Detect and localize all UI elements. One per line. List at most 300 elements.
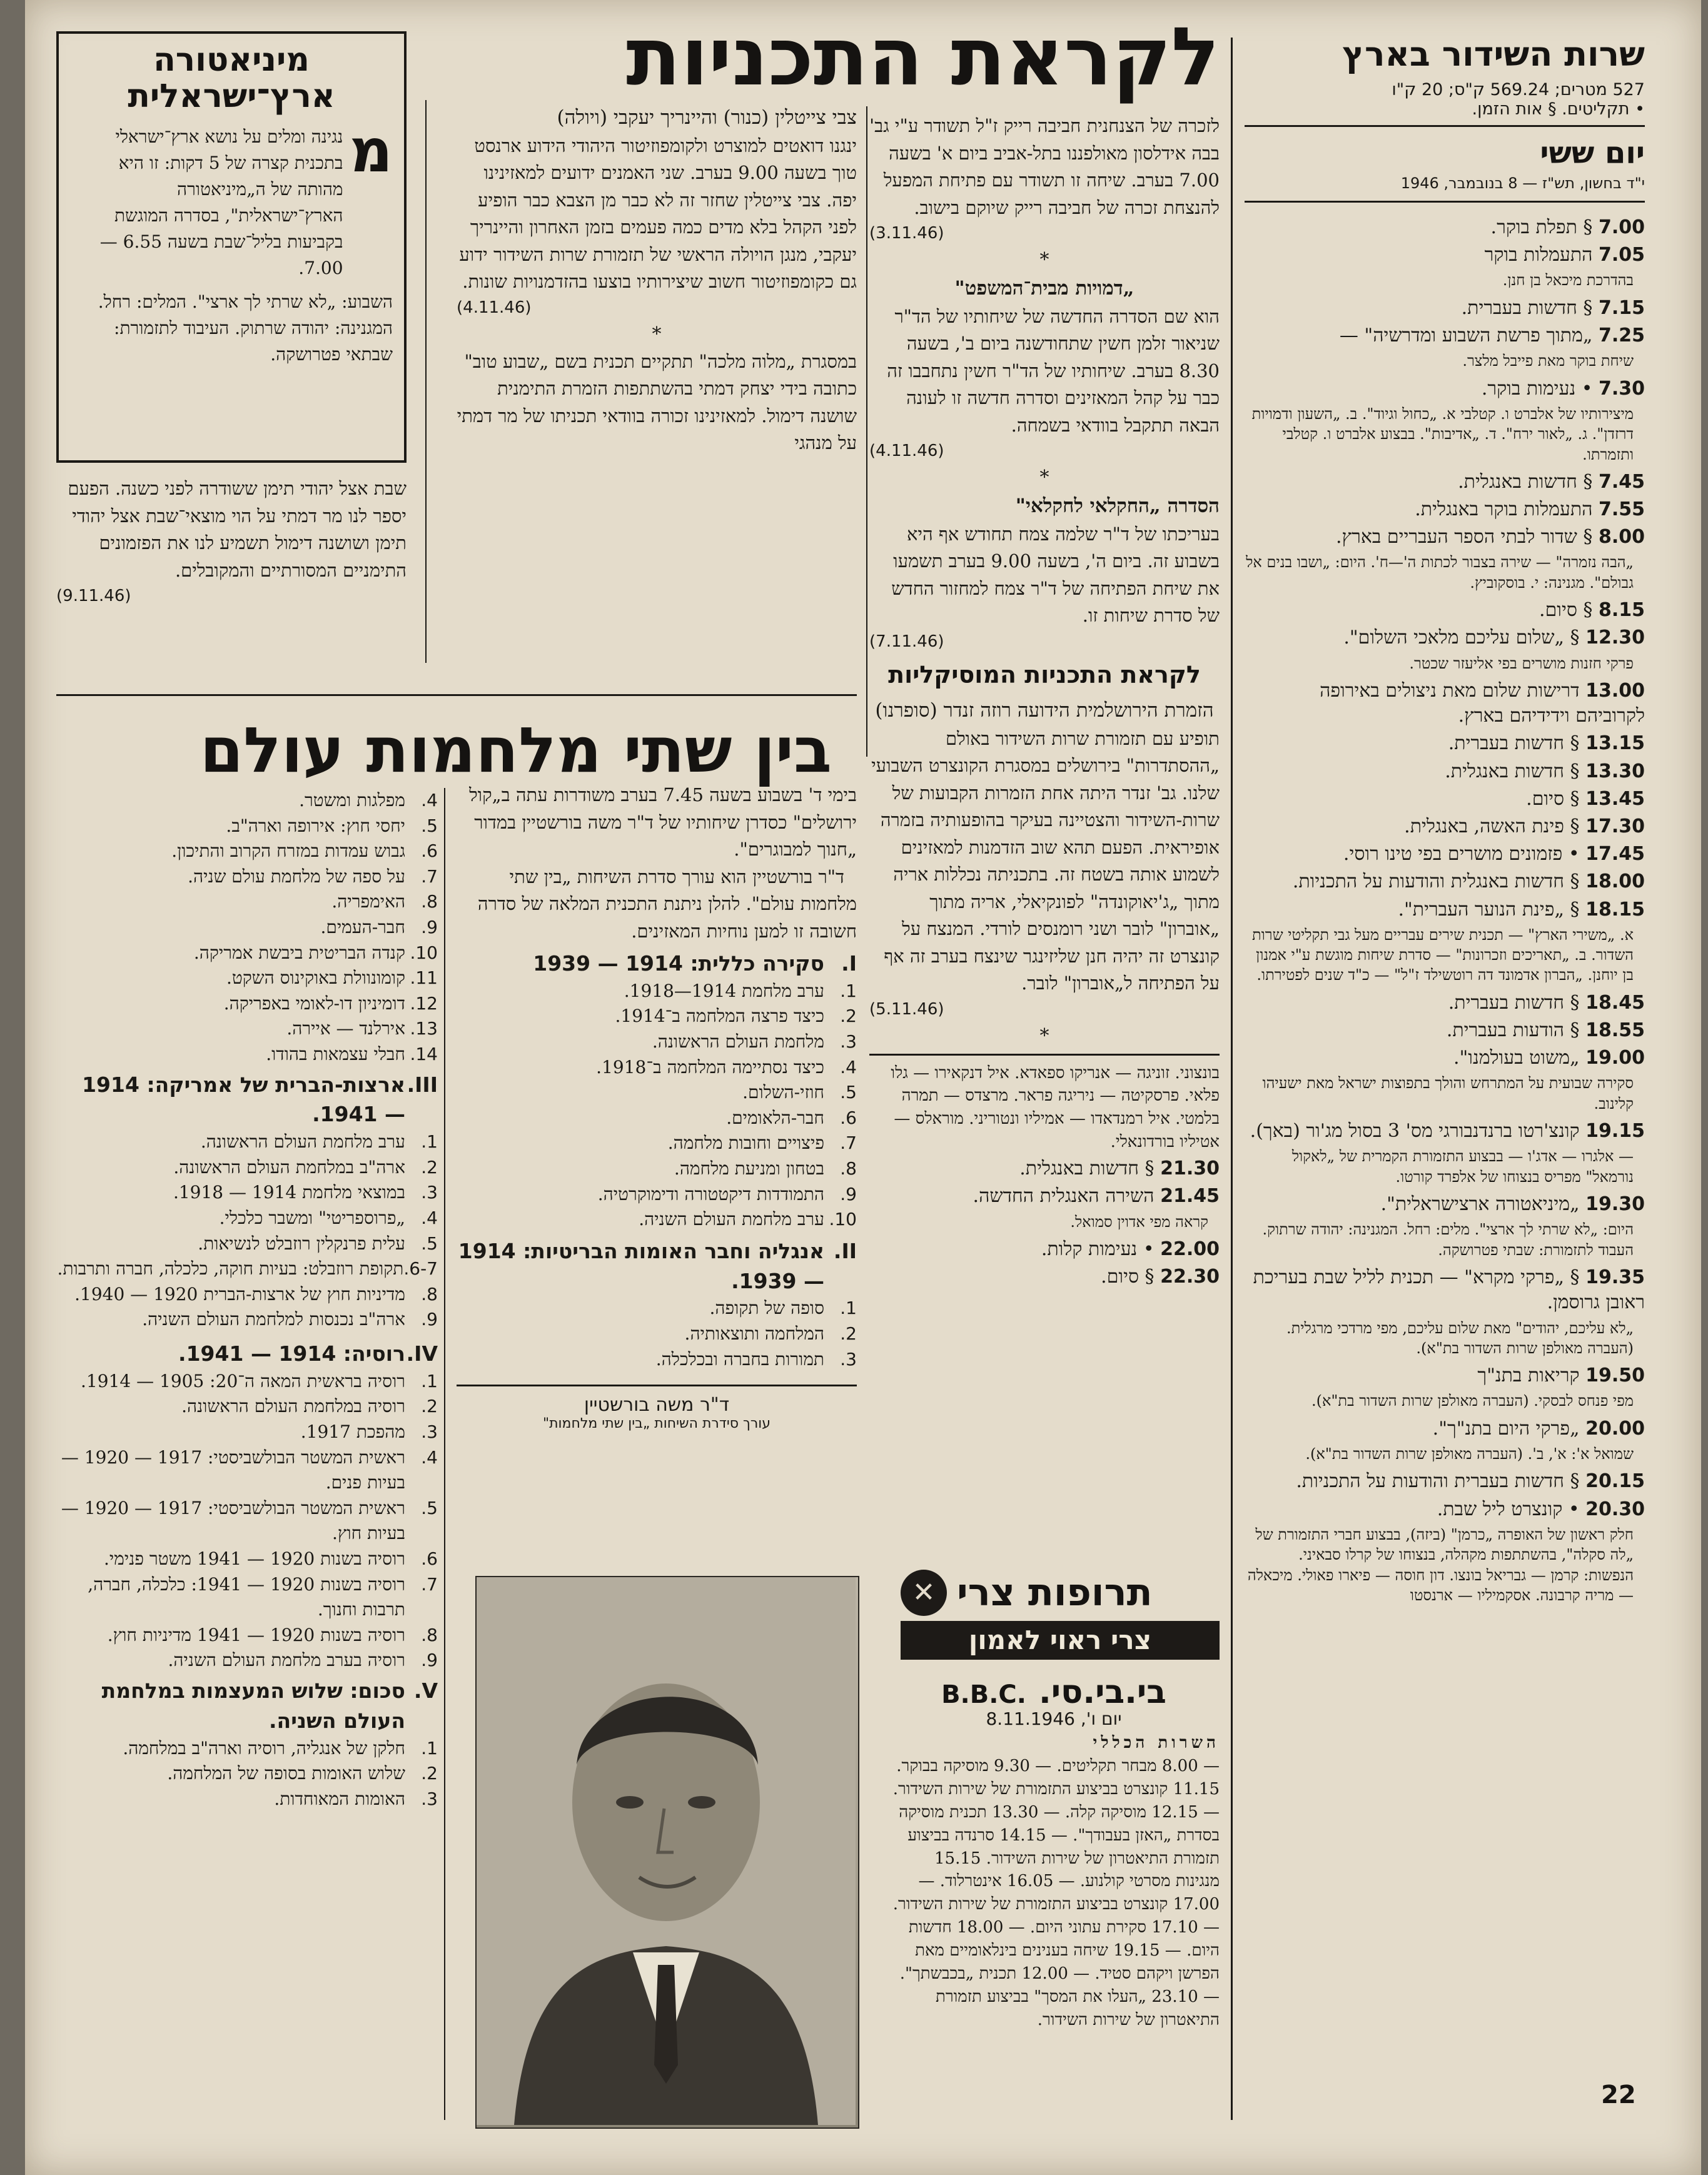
topic-text: דומיניון דו-לאומי באפריקה. bbox=[223, 992, 405, 1014]
topic-text: חוזי-השלום. bbox=[742, 1082, 824, 1103]
section-heading bbox=[56, 1339, 438, 1369]
section-heading bbox=[457, 949, 857, 979]
topic-number: 9. bbox=[421, 1650, 438, 1671]
photo-caption-name: ד"ר משה בורשטיין bbox=[584, 1394, 730, 1416]
section-britain bbox=[457, 1236, 857, 1372]
column-rule bbox=[444, 788, 445, 2120]
topic-number: 3. bbox=[421, 1421, 438, 1442]
bbc-title: בי.בי.סי. bbox=[1038, 1673, 1166, 1711]
schedule-title: § סיום. bbox=[1539, 599, 1599, 622]
programs-column-2 bbox=[457, 103, 857, 457]
article-zander-lead: הזמרת הירושלמית הידועה רוזה זנדר (סופרנו) bbox=[875, 699, 1214, 722]
topic-number: 2. bbox=[421, 1396, 438, 1417]
schedule-item bbox=[1245, 731, 1645, 756]
date-stamp: (5.11.46) bbox=[869, 999, 944, 1019]
schedule-item bbox=[1245, 215, 1645, 240]
schedule-description: — אלגרו — אדג'ו — בבצוע התזמורת הקמרית של „לאקול נורמאל" מפריס בנצוחו של אלפרד קורטו. bbox=[1291, 1148, 1634, 1186]
ad-title: תרופות צרי bbox=[957, 1571, 1153, 1615]
schedule-description: חלק ראשון של האופרה „כרמן" (ביזה), בבצוע חברי התזמורת של „לה סקלה", בהשתתפות מקהלה, בנצוחו של קרלו סבאיני. הנפשות: קרמן — גבריאל בונצו. דון חוסה — פיארו פאולי. מיכאלה — מריה קרבונה. אסקמיליו — ארנסטו bbox=[1247, 1525, 1634, 1604]
schedule-title: התעמלות בוקר bbox=[1484, 244, 1599, 266]
topic-number: 13. bbox=[410, 1018, 438, 1039]
schedule-time: 20.30 bbox=[1585, 1498, 1645, 1520]
schedule-description: מפי פנחס לבסקי. (העברה מאולפן שרות השדור בת"א). bbox=[1311, 1392, 1634, 1410]
magazine-page bbox=[25, 0, 1701, 2175]
topic-text: המלחמה ותוצאותיה. bbox=[684, 1323, 824, 1345]
schedule-time: 7.00 bbox=[1598, 216, 1645, 238]
schedule-title: התעמלות בוקר באנגלית. bbox=[1415, 498, 1599, 521]
schedule-item bbox=[869, 1184, 1220, 1209]
topic-text: כיצד נסתיימה המלחמה ב־1918. bbox=[596, 1056, 824, 1077]
schedule-time: 21.30 bbox=[1160, 1158, 1220, 1180]
schedule-item bbox=[1245, 1192, 1645, 1217]
schedule-time: 20.00 bbox=[1585, 1417, 1645, 1440]
schedule-item bbox=[1245, 323, 1645, 348]
topic-text: התמודדות דיקטטורה ודימוקרטיה. bbox=[597, 1183, 824, 1204]
topic-number: 1. bbox=[840, 1298, 857, 1319]
schedule-item bbox=[869, 1156, 1220, 1181]
schedule-title: • קונצרט ליל שבת. bbox=[1437, 1498, 1586, 1520]
schedule-title: השירה האנגלית החדשה. bbox=[973, 1185, 1161, 1208]
schedule-title: • פזמונים מושרים בפי טינו רוסי. bbox=[1343, 843, 1586, 865]
topic-item bbox=[457, 1004, 857, 1029]
topic-number: 6. bbox=[840, 1107, 857, 1128]
topic-number: 6. bbox=[421, 1548, 438, 1569]
schedule-description: „הבה נזמרה" — שירה בצבור לכתות ה'—ח'. היום: „ושבו בנים אל גבולם". מגנינה: י. בוסקוביץ. bbox=[1246, 553, 1634, 592]
topic-text: ארה"ב נכנסות למלחמת העולם השניה. bbox=[142, 1309, 405, 1330]
topic-item bbox=[457, 1029, 857, 1055]
schedule-description: א. „משירי הארץ" — תכנית שירים עבריים מעל גבי תקליטי שרות השדור. ב. „תאריכים וזכרונות" — סדרת שיחות מוגשת ע"י אמנון בן יוחנן. „הברון אדמונד דה רוטשילד ז"ל" — כ"ד שנים לפטירתו. bbox=[1252, 926, 1634, 984]
schedule-description: בהדרכת מיכאל בן חנן. bbox=[1502, 271, 1634, 290]
topic-text: מפלגות ומשטר. bbox=[299, 790, 405, 810]
topic-number: 2. bbox=[421, 1763, 438, 1784]
carmen-cast-continued: בונצוני. זוניגה — אנריקו ספאדא. איל דנקאירו — גלו פלאי. פרסקיטה — ניריגה פראר. מרצדס — תמרה בלמטי. איל רמנדאדו — אמיליו ונטוריני. מוראלס — אטיליו בורדונאלי. bbox=[891, 1063, 1220, 1152]
topic-text: גבוש עמדות במזרח הקרוב והתיכון. bbox=[171, 840, 405, 862]
topic-text: מלחמת העולם הראשונה. bbox=[652, 1031, 824, 1052]
article-zeitlin-lead: צבי צייטלין (כנור) והיינריך יעקבי (ויולה) bbox=[557, 106, 857, 129]
schedule-time: 18.15 bbox=[1585, 898, 1645, 921]
bbc-section bbox=[888, 1673, 1220, 2032]
schedule-item bbox=[1245, 1265, 1645, 1315]
bbc-service: השרות הכללי bbox=[1093, 1733, 1220, 1752]
topic-text: האימפריה. bbox=[331, 891, 405, 912]
topic-text: במוצאי מלחמת 1914 — 1918. bbox=[173, 1182, 405, 1203]
topic-number: 9. bbox=[421, 1309, 438, 1330]
topic-number: 4. bbox=[421, 1208, 438, 1228]
topic-number: 10. bbox=[410, 942, 438, 963]
series-topics-column bbox=[56, 788, 438, 1812]
section-title: סכום: שלוש המעצמות במלחמת העולם השניה. bbox=[101, 1678, 405, 1733]
section-title: סקירה כללית: 1914 — 1939 bbox=[533, 951, 824, 976]
schedule-time: 21.45 bbox=[1160, 1185, 1220, 1208]
section-general-survey bbox=[457, 949, 857, 1233]
topic-item bbox=[56, 915, 438, 941]
topic-number: 1. bbox=[421, 1370, 438, 1391]
date-stamp: (7.11.46) bbox=[869, 632, 944, 651]
topic-text: פיצויים וחובות מלחמה. bbox=[667, 1133, 824, 1154]
headline-between-world-wars: בין שתי מלחמות עולם bbox=[200, 714, 832, 787]
bbc-date: יום ו', 8.11.1946 bbox=[986, 1708, 1122, 1729]
topic-item bbox=[457, 1106, 857, 1131]
schedule-title: דרישות שלום מאת ניצולים באירופה לקרוביהם וידידיהם בארץ. bbox=[1320, 680, 1645, 727]
schedule-item bbox=[1245, 598, 1645, 623]
schedule-title: „משוט בעולמנו". bbox=[1453, 1047, 1586, 1069]
miniature-title-1: מיניאטורה bbox=[153, 41, 310, 79]
topic-number: 4. bbox=[840, 1056, 857, 1077]
topic-item bbox=[56, 1129, 438, 1155]
schedule-time: 13.15 bbox=[1585, 732, 1645, 755]
topic-text: האומות המאוחדות. bbox=[274, 1788, 405, 1809]
schedule-title: „פרקי היום בתנ"ך". bbox=[1432, 1417, 1586, 1440]
schedule-title: § „פינת הנוער העברית". bbox=[1398, 898, 1586, 921]
schedule-time: 12.30 bbox=[1585, 627, 1645, 649]
schedule-time: 8.00 bbox=[1598, 526, 1645, 548]
section-number: II. bbox=[833, 1238, 857, 1263]
topic-item bbox=[56, 1420, 438, 1445]
schedule-description: סקירה שבועית על המתרחש והולך בתפוצות ישראל מאת ישעיהו קלינוב. bbox=[1262, 1074, 1634, 1113]
schedule-title: § שדור לבתי הספר העבריים בארץ. bbox=[1335, 526, 1599, 548]
article-farmer: בעריכתו של ד"ר שלמה צמח תחודש אף היא בשבוע זה. ביום ה', בשעה 9.00 בערב תשמעו את שיחת הפתיחה של ד"ר צמח למחזור החדש של סדרת שיחות זו. bbox=[891, 523, 1220, 626]
schedule-header-title: שרות השידור בארץ bbox=[1342, 34, 1645, 74]
schedule-time: 17.30 bbox=[1585, 815, 1645, 837]
schedule-item bbox=[1245, 869, 1645, 894]
schedule-item bbox=[1245, 470, 1645, 495]
subhead-court-figures: „דמויות מבית־המשפט" bbox=[954, 277, 1134, 300]
article-melave-malka: במסגרת „מלוה מלכה" תתקיים תכנית בשם „שבוע טוב" כתובה בידי יצחק דמתי בהשתתפות הזמרת התימנית שושנה דימול. למאזינינו זכורה בוודאי תכניתו של מר דמתי על מנהגי bbox=[457, 350, 857, 453]
article-zeitlin: ינגנו דואטים למוצרט ולקומפוזיטור היהודי הידוע ארנסט טוך בשעה 9.00 בערב. שני האמנים ידועים למאזינינו יפה. צבי צייטלין שחזר זה לא כבר מן הצבא כבר הופיע לפני הקהל בלא מדים כמה פעמים בזמן האחרון והיינריך יעקבי, מנגן הויולה הראשי של תזמורת שרות השידור ידוע גם כקומפוזיטור חשוב שיצירותיו בוצעו בהזדמנויות שונות. bbox=[459, 134, 857, 292]
star-separator: * bbox=[1039, 467, 1049, 488]
topic-text: על ספה של מלחמת עולם שניה. bbox=[188, 865, 405, 887]
topic-text: כיצד פרצה המלחמה ב־1914. bbox=[615, 1006, 824, 1027]
topic-text: ראשית המשטר הבולשביסטי: 1917 — 1920 — בעיות פנים. bbox=[61, 1446, 405, 1493]
topic-text: חבר-העמים. bbox=[320, 916, 405, 937]
portrait-figure bbox=[477, 1577, 856, 2125]
topic-item bbox=[56, 1282, 438, 1308]
schedule-title: § „שלום עליכם מלאכי השלום". bbox=[1343, 627, 1586, 649]
schedule-list bbox=[1245, 215, 1645, 1605]
topic-item bbox=[56, 1206, 438, 1231]
schedule-time: 18.55 bbox=[1585, 1019, 1645, 1042]
topic-item bbox=[56, 889, 438, 915]
section-number: I. bbox=[841, 951, 857, 976]
topic-text: קנדה הבריטית ביבשת אמריקה. bbox=[193, 942, 405, 963]
topic-text: שלוש האומות בסופה של המלחמה. bbox=[167, 1763, 405, 1784]
programs-column-3 bbox=[869, 113, 1220, 1292]
schedule-header-line2: • תקליטים. § אות הזמן. bbox=[1472, 99, 1645, 119]
topic-number: 7. bbox=[840, 1133, 857, 1154]
topic-text: ארה"ב במלחמת העולם הראשונה. bbox=[173, 1156, 405, 1178]
schedule-time: 22.30 bbox=[1160, 1266, 1220, 1288]
topic-item bbox=[56, 1369, 438, 1395]
miniature-text: נגינה ומלים על נושא ארץ־ישראלי בתכנית קצרה של 5 דקות: זו היא מהותה של ה„מיניאטורה הארץ־ישראלית", בסדרה המוגשת בקביעות בליל־שבת בשעה 6.55 — 7.00. bbox=[99, 126, 343, 278]
date-stamp: (3.11.46) bbox=[869, 224, 944, 243]
topic-item bbox=[457, 1321, 857, 1347]
schedule-title: § חדשות באנגלית. bbox=[1458, 470, 1599, 493]
article-court-figures: הוא שם הסדרה החדשה של שיחותיו של הד"ר שניאור זלמן חשין שתחודשנה ביום ב', בשעה 8.30 בערב. שיחותיו של הד"ר חשין נתחבבו זה כבר על קהל המאזינים וסדרה חדשה זו לעונה הבאה תתקבל בוודאי בשמחה. bbox=[887, 305, 1220, 436]
topic-text: ראשית המשטר הבולשביסטי: 1917 — 1920 — בעיות חוץ. bbox=[61, 1497, 405, 1544]
topic-item bbox=[56, 839, 438, 864]
schedule-header-line1: 527 מטרים; 569.24 ק"ס; 20 ק"ו bbox=[1392, 80, 1645, 99]
schedule-time: 7.05 bbox=[1598, 244, 1645, 266]
schedule-item bbox=[1245, 296, 1645, 321]
miniature-title-2: ארץ־ישראלית bbox=[128, 78, 335, 115]
topic-number: 5. bbox=[421, 1233, 438, 1254]
miniature-text-2: השבוע: „לא שרתי לך ארצי". המלים: רחל. המגנינה: יהודה שרתוק. העיבוד לתזמורת: שבתאי פטרושקה. bbox=[98, 291, 393, 365]
schedule-item bbox=[1245, 991, 1645, 1016]
star-separator: * bbox=[1039, 249, 1049, 271]
section-usa bbox=[56, 1070, 438, 1333]
page-number: 22 bbox=[1601, 2081, 1636, 2109]
topic-number: 7. bbox=[421, 865, 438, 887]
series-intro: בימי ד' בשבוע בשעה 7.45 בערב משודרות עתה ב„קול ירושלים" כסדרן שיחותיו של ד"ר משה בורשטיין במדור „חנוך למבוגרים". bbox=[469, 784, 857, 860]
topic-item bbox=[56, 1648, 438, 1673]
section-number: IV. bbox=[406, 1341, 438, 1366]
topic-item bbox=[56, 1445, 438, 1496]
schedule-time: 19.35 bbox=[1585, 1266, 1645, 1289]
schedule-column bbox=[1245, 34, 1645, 1610]
topic-item bbox=[56, 1787, 438, 1812]
schedule-description: שיחת בוקר מאת פייבל מלצר. bbox=[1462, 352, 1634, 370]
divider bbox=[1245, 125, 1645, 127]
schedule-title: § חדשות בעברית והודעות על התכניות. bbox=[1296, 1470, 1586, 1493]
schedule-description: היום: „לא שרתי לך ארצי". מלים: רחל. המגנינה: יהודה שרתוק. העבוד לתזמורת: שבתי פטרושקה. bbox=[1262, 1221, 1634, 1259]
schedule-item bbox=[1245, 679, 1645, 729]
advertisement-tsori bbox=[901, 1570, 1220, 1660]
series-intro-2: ד"ר בורשטיין הוא עורך סדרת השיחות „בין שתי מלחמות עולם". להלן ניתנת התכנית המלאה של סדרה חשובה זו למען נוחיות המאזינים. bbox=[477, 865, 857, 942]
topic-item bbox=[457, 979, 857, 1004]
topic-item bbox=[457, 1080, 857, 1106]
column-rule bbox=[1231, 38, 1233, 2120]
topic-item bbox=[457, 1207, 857, 1233]
schedule-item bbox=[1245, 897, 1645, 922]
topic-number: 1. bbox=[421, 1131, 438, 1153]
schedule-time: 19.00 bbox=[1585, 1047, 1645, 1069]
schedule-item bbox=[1245, 1416, 1645, 1441]
topic-item bbox=[56, 1231, 438, 1257]
topic-item bbox=[457, 1347, 857, 1373]
topic-number: 5. bbox=[421, 1497, 438, 1518]
topic-number: 8. bbox=[421, 1624, 438, 1645]
schedule-title: § הודעות בעברית. bbox=[1446, 1019, 1586, 1042]
topic-number: 5. bbox=[840, 1082, 857, 1103]
schedule-item bbox=[1245, 243, 1645, 268]
topic-item bbox=[457, 1296, 857, 1321]
topic-number: 7. bbox=[421, 1573, 438, 1595]
schedule-time: 7.30 bbox=[1598, 377, 1645, 400]
drop-cap: מ bbox=[349, 116, 393, 186]
topic-number: 12. bbox=[410, 992, 438, 1014]
topic-number: 1. bbox=[840, 980, 857, 1001]
schedule-title: „מתוך פרשת השבוע ומדרשיה" — bbox=[1339, 324, 1599, 346]
topic-text: אירלנד — איירה. bbox=[286, 1018, 405, 1039]
schedule-time: 7.25 bbox=[1598, 324, 1645, 346]
section-title: ארצות-הברית של אמריקה: 1914 — 1941. bbox=[82, 1072, 405, 1127]
section-title: אנגליה וחבר האומות הבריטיות: 1914 — 1939. bbox=[458, 1238, 824, 1293]
topic-item bbox=[457, 1182, 857, 1208]
topic-number: 8. bbox=[421, 891, 438, 912]
column-rule bbox=[866, 106, 867, 757]
star-separator: * bbox=[1039, 1024, 1049, 1047]
schedule-time: 19.15 bbox=[1585, 1120, 1645, 1143]
topic-item bbox=[56, 1307, 438, 1333]
column-rule bbox=[425, 100, 427, 663]
schedule-title: § סיום. bbox=[1101, 1266, 1161, 1288]
schedule-description: „לא עליכם, יהודים" מאת שלום עליכם, מפי מרדכי מרגלית. (העברה מאולפן שרות השדור בת"א). bbox=[1286, 1319, 1634, 1357]
topic-number: 5. bbox=[421, 815, 438, 836]
schedule-title: § חדשות באנגלית. bbox=[1445, 760, 1586, 782]
ad-logo-icon: ✕ bbox=[901, 1570, 947, 1616]
topic-number: 11. bbox=[410, 967, 438, 989]
topic-text: רוסיה בערב מלחמת העולם השניה. bbox=[168, 1650, 405, 1671]
topic-text: מדיניות חוץ של ארצות-הברית 1920 — 1940. bbox=[74, 1283, 405, 1304]
topic-item bbox=[56, 1623, 438, 1648]
subhead-farmer: הסדרה „החקלאי לחקלאי" bbox=[1015, 495, 1220, 517]
schedule-time: 19.50 bbox=[1585, 1365, 1645, 1387]
section-summary bbox=[56, 1676, 438, 1812]
topic-text: חלקן של אנגליה, רוסיה וארה"ב במלחמה. bbox=[123, 1737, 405, 1759]
topic-text: רוסיה בשנות 1920 — 1941 משטר פנימי. bbox=[104, 1548, 405, 1569]
topic-number: 8. bbox=[840, 1158, 857, 1179]
schedule-item bbox=[1245, 759, 1645, 784]
topic-item bbox=[56, 1042, 438, 1067]
schedule-description: מיצירותיו של אלברט ו. קטלבי א. „כחול וגיוד". ב. „השעון ודמויות דרזדן". ג. „לאור ירח". ד. „אדיבות". בבצוע אלברט ו. קטלבי ותזמרתו. bbox=[1251, 405, 1634, 463]
schedule-item bbox=[1245, 787, 1645, 812]
topic-text: חבר-הלאומים. bbox=[726, 1107, 824, 1128]
schedule-time: 13.30 bbox=[1585, 760, 1645, 782]
topic-text: מהפכת 1917. bbox=[300, 1421, 405, 1442]
topic-item bbox=[457, 1156, 857, 1182]
schedule-list-continued bbox=[869, 1156, 1220, 1289]
date-stamp: (4.11.46) bbox=[457, 298, 532, 317]
britain-topics-continued bbox=[56, 788, 438, 1067]
topic-item bbox=[56, 814, 438, 839]
star-separator: * bbox=[652, 323, 662, 345]
section-number: III. bbox=[407, 1072, 438, 1097]
topic-number: 1. bbox=[421, 1737, 438, 1759]
section-rule bbox=[56, 694, 857, 696]
topic-number: 10. bbox=[829, 1209, 857, 1230]
topic-text: רוסיה בראשית המאה ה־20: 1905 — 1914. bbox=[81, 1370, 405, 1391]
schedule-time: 13.45 bbox=[1585, 787, 1645, 810]
schedule-time: 7.45 bbox=[1598, 470, 1645, 493]
schedule-description: שמואל א': א', ב'. (העברה מאולפן שרות השדור בת"א). bbox=[1305, 1445, 1634, 1463]
series-intro-column bbox=[457, 782, 857, 1431]
bbc-latin: B.B.C. bbox=[941, 1680, 1026, 1709]
schedule-item bbox=[1245, 625, 1645, 650]
schedule-time: 22.00 bbox=[1160, 1238, 1220, 1260]
section-heading bbox=[56, 1676, 438, 1736]
topic-number: 3. bbox=[421, 1788, 438, 1809]
schedule-title: • נעימות בוקר. bbox=[1481, 377, 1599, 400]
topic-item bbox=[56, 1155, 438, 1181]
topic-number: 6-7. bbox=[403, 1258, 438, 1279]
topic-number: 9. bbox=[840, 1183, 857, 1204]
schedule-description: פרקי חזנות מושרים בפי אליעזר שכטר. bbox=[1409, 654, 1634, 672]
topic-number: 6. bbox=[421, 840, 438, 862]
topic-text: תקופת רוזבלט: בעיות חוקה, כלכלה, חברה ותרבות. bbox=[57, 1258, 404, 1279]
topic-item bbox=[56, 1572, 438, 1623]
schedule-item bbox=[1245, 1469, 1645, 1494]
topic-number: 9. bbox=[421, 916, 438, 937]
schedule-title: קריאות בתנ"ך bbox=[1477, 1365, 1586, 1387]
schedule-title: § חדשות בעברית. bbox=[1448, 991, 1586, 1014]
topic-number: 2. bbox=[421, 1156, 438, 1178]
schedule-title: § חדשות באנגלית. bbox=[1019, 1158, 1161, 1180]
topic-item bbox=[56, 788, 438, 814]
melave-malka-continued-text: שבת אצל יהודי תימן ששודרה לפני כשנה. הפעם יספר לנו מר דמתי על הוי מוצאי־שבת אצל יהודי תימן ושושנה דימול תשמיע לנו את הפזמונים התימניים המסורתיים והמקובלים. bbox=[68, 478, 407, 581]
bbc-schedule: — 8.00 מבחר תקליטים. — 9.30 מוסיקה בבוקר. 11.15 קונצרט בביצוע התזמורת של שירות השידור. — 12.15 מוסיקה קלה. — 13.30 תכנית מוסיקה בסדרת „האזן בעבודך". — 14.15 סרנדה בביצוע תזמורת התיאטרון של שירות השידור. 15.15 מנגינות מסרטי קולנוע. — 16.05 אינטרלוד. — 17.00 קונצרט בביצוע התזמורת של שירות השידור. — 17.10 סקירת עתוני היום. — 18.00 חדשות היום. — 19.15 שיחה בענינים בינלאומיים מאת הפרשן ויקהם סטיד. — 12.00 תכנית „בכבשתך". — 23.10 „העלו את המסך" בביצוע תזמורת התיאטרון של שירות השידור. bbox=[892, 1756, 1220, 2029]
topic-number: 3. bbox=[840, 1031, 857, 1052]
section-number: V. bbox=[413, 1678, 438, 1703]
section-russia bbox=[56, 1339, 438, 1673]
schedule-title: § „פרקי מקרא" — תכנית לליל שבת בעריכת ראובן גרוסמן. bbox=[1253, 1266, 1645, 1314]
topic-number: 2. bbox=[840, 1006, 857, 1027]
topic-text: יחסי חוץ: אירופה וארה"ב. bbox=[226, 815, 405, 836]
topic-item bbox=[56, 941, 438, 966]
topic-text: חבלי עצמאות בהודו. bbox=[266, 1043, 405, 1064]
miniature-box bbox=[56, 31, 407, 463]
schedule-item bbox=[1245, 497, 1645, 522]
topic-item bbox=[56, 1761, 438, 1787]
topic-item bbox=[56, 1496, 438, 1547]
topic-number: 3. bbox=[840, 1348, 857, 1370]
schedule-title: „מיניאטורה ארצישראלית". bbox=[1380, 1193, 1586, 1216]
topic-text: רוסיה במלחמת העולם הראשונה. bbox=[181, 1396, 405, 1417]
schedule-item bbox=[1245, 814, 1645, 839]
schedule-time: 17.45 bbox=[1585, 843, 1645, 865]
topic-number: 4. bbox=[421, 1446, 438, 1468]
schedule-time: 7.15 bbox=[1598, 296, 1645, 319]
topic-item bbox=[56, 864, 438, 890]
schedule-title: • נעימות קלות. bbox=[1041, 1238, 1161, 1260]
ad-band: צרי ראוי לאמון bbox=[901, 1621, 1220, 1660]
schedule-title: § חדשות בעברית. bbox=[1448, 732, 1586, 755]
schedule-item bbox=[1245, 1046, 1645, 1071]
topic-text: בטחון ומניעת מלחמה. bbox=[674, 1158, 824, 1179]
topic-text: רוסיה בשנות 1920 — 1941: כלכלה, חברה, תרבות וחנוך. bbox=[88, 1573, 405, 1620]
topic-text: ערב מלחמת 1914—1918. bbox=[624, 980, 824, 1001]
portrait-photo-borstein bbox=[475, 1576, 859, 2129]
schedule-item bbox=[1245, 1119, 1645, 1144]
schedule-item bbox=[869, 1264, 1220, 1289]
topic-text: תמורות בחברה ובכלכלה. bbox=[655, 1348, 824, 1370]
topic-text: רוסיה בשנות 1920 — 1941 מדיניות חוץ. bbox=[107, 1624, 405, 1645]
schedule-title: § חדשות בעברית. bbox=[1461, 296, 1599, 319]
schedule-item bbox=[1245, 525, 1645, 550]
schedule-title: § פינת האשה, באנגלית. bbox=[1404, 815, 1586, 837]
schedule-time: 8.15 bbox=[1598, 599, 1645, 622]
section-heading bbox=[56, 1070, 438, 1130]
photo-caption-role: עורך סידרת השיחות „בין שתי מלחמות" bbox=[542, 1416, 771, 1432]
divider bbox=[869, 1054, 1220, 1056]
schedule-title: § חדשות באנגלית והודעות על התכניות. bbox=[1292, 871, 1586, 893]
divider bbox=[457, 1385, 857, 1386]
schedule-item bbox=[1245, 376, 1645, 401]
topic-text: קומונוולת באוקינוס השקט. bbox=[226, 967, 405, 989]
day-date: י"ד בחשון, תש"ז — 8 בנובמבר, 1946 bbox=[1400, 174, 1645, 192]
topic-item bbox=[56, 1180, 438, 1206]
schedule-description: קראה מפי אדוין סמואל. bbox=[1070, 1213, 1208, 1231]
topic-number: 8. bbox=[421, 1283, 438, 1304]
article-zander: תופיע עם תזמורת שרות השידור באולם „ההסתדרות" בירושלים במסגרת הקונצרט השבועי שלנו. גב' זנדר היתה אחת הזמרות הקבועות של שרות-השידור והצטיינה בעיקר בהופעותיה בזמרה אופיראית. הפעם תהא שוב הזדמנות למאזינים לשמוע אותה בשטח זה. בתכניתה נכללות אריה מתוך „ג'יאוקונדה" לפונקיאלי, אריה מתוך „אוברון" לובר ושני רומנסים לורדי. המנצח על קונצרט זה יהיה חנן שליזינגר שינצח בערב זה אף על הפתיחה ל„אוברון" לובר. bbox=[871, 727, 1220, 994]
divider bbox=[1245, 201, 1645, 203]
topic-text: עלית פרנקלין רוזבלט לנשיאות. bbox=[198, 1233, 405, 1254]
topic-number: 14. bbox=[410, 1043, 438, 1064]
topic-item bbox=[56, 966, 438, 991]
schedule-time: 18.00 bbox=[1585, 871, 1645, 893]
schedule-title: § תפלת בוקר. bbox=[1490, 216, 1599, 238]
topic-text: ערב מלחמת העולם השניה. bbox=[639, 1209, 824, 1230]
topic-text: ערב מלחמת העולם הראשונה. bbox=[200, 1131, 405, 1153]
